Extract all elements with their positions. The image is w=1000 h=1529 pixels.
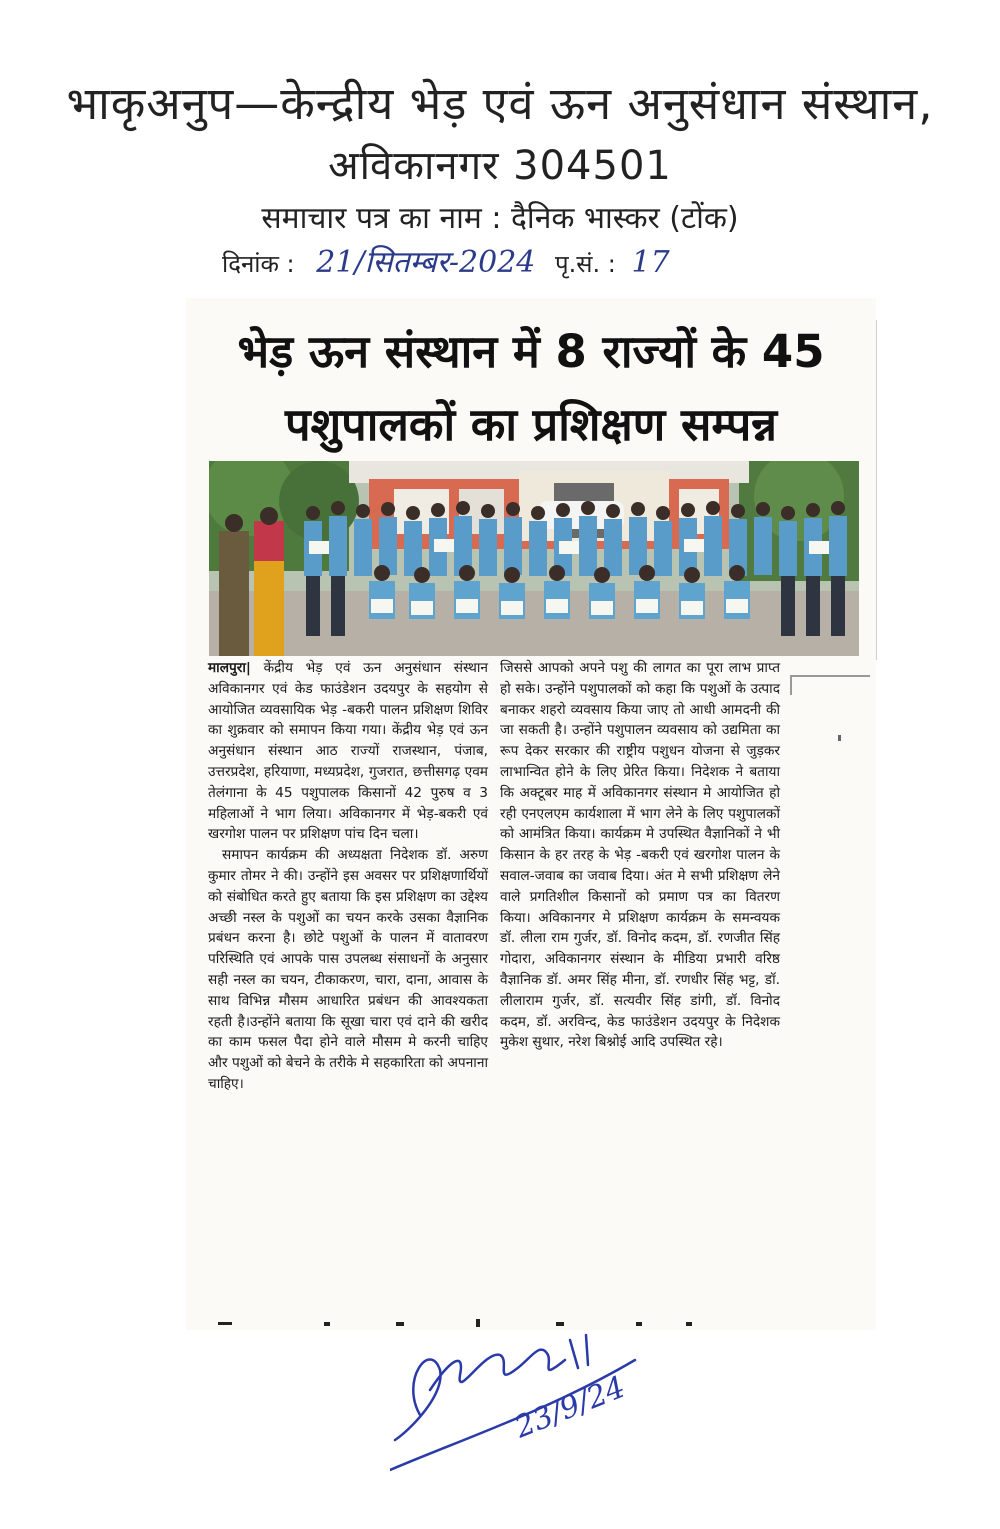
date-page-line — [222, 240, 670, 281]
page-label: पृ.सं. : — [555, 250, 616, 278]
article-paragraph: जिससे आपको अपने पशु की लागत का पूरा लाभ प्राप्त हो सके। उन्होंने पशुपालकों को कहा कि पशुओं के उत्पाद बनाकर शहरो व्यवसाय किया जाए तो आधी आमदनी की जा सकती है। उन्होंने पशुपालन व्यवसाय को उद्यमिता का रूप देकर सरकार की राष्ट्रीय पशुधन योजना से जुड़कर लाभान्वित होने के लिए प्रेरित किया। निदेशक ने बताया कि अक्टूबर माह में अविकानगर संस्थान मे आयोजित हो रही एनएलएम कार्यशाला में भाग लेने के लिए पशुपालकों को आमंत्रित किया। कार्यक्रम मे उपस्थित वैज्ञानिकों ने भी किसान के हर तरह के भेड़ -बकरी एवं खरगोश पालन के सवाल-जवाब का जवाब दिया। अंत मे सभी प्रशिक्षण लेने वाले प्रगतिशील किसानों को प्रमाण पत्र का वितरण किया। अविकानगर मे प्रशिक्षण कार्यक्रम के समन्वयक डॉ. लीला राम गुर्जर, डॉ. विनोद कदम, डॉ. रणजीत सिंह गोदारा, अविकानगर संस्थान के मीडिया प्रभारी वरिष्ठ वैज्ञानिक डॉ. अमर सिंह मीना, डॉ. रणधीर सिंह भट्ट, डॉ. लीलाराम गुर्जर, डॉ. सत्यवीर सिंह डांगी, डॉ. विनोद कदम, डॉ. अरविन्द, केड फाउंडेशन उदयपुर के निदेशक मुकेश सुथार, नरेश बिश्नोई आदि उपस्थित रहे। — [500, 660, 780, 1051]
institute-name-line2: अविकानगर 304501 — [328, 143, 672, 189]
article-dateline: मालपुरा| — [208, 660, 251, 676]
institute-name-line1: भाकृअनुप—केन्द्रीय भेड़ एवं ऊन अनुसंधान संस्थान, — [66, 77, 934, 130]
headline-line2: पशुपालकों का प्रशिक्षण सम्पन्न — [285, 398, 777, 451]
group-photo — [209, 461, 859, 656]
handwritten-signature — [390, 1320, 650, 1480]
newspaper-clipping — [186, 298, 876, 1330]
article-column-1 — [208, 658, 488, 1095]
article-column-2 — [500, 658, 780, 1053]
clipping-edge-bracket — [790, 675, 870, 677]
headline-line1: भेड़ ऊन संस्थान में 8 राज्यों के 45 — [237, 325, 825, 378]
date-label: दिनांक : — [222, 250, 295, 278]
scan-mark — [838, 735, 841, 741]
clipping-edge-bracket — [790, 675, 792, 695]
article-paragraph: समापन कार्यक्रम की अध्यक्षता निदेशक डॉ. अरुण कुमार तोमर ने की। उन्होंने इस अवसर पर प्रशिक्षणार्थियों को संबोधित करते हुए बताया कि इस प्रशिक्षण का उद्देश्य अच्छी नस्ल के पशुओं का चयन करके उसका वैज्ञानिक प्रबंधन करना है। छोटे पशुओं के पालन में वातावरण परिस्थिति एवं आपके पास उपलब्ध संसाधनों के अनुसार सही नस्ल का चयन, टीकाकरण, चारा, दाना, आवास के साथ विभिन्न मौसम आधारित प्रबंधन की आवश्यकता रहती है।उन्होंने बताया कि सूखा चारा एवं दाने की खरीद का काम फसल पैदा होने वाले मौसम मे करनी चाहिए और पशुओं को बेचने के तरीके मे सहकारिता को अपनाना चाहिए। — [208, 847, 488, 1092]
page-value: 17 — [631, 245, 670, 280]
article-paragraph: केंद्रीय भेड़ एवं ऊन अनुसंधान संस्थान अविकानगर एवं केड फाउंडेशन उदयपुर के सहयोग से आयोजित व्यवसायिक भेड़ -बकरी पालन प्रशिक्षण शिविर का शुक्रवार को समापन किया गया। केंद्रीय भेड़ एवं ऊन अनुसंधान संस्थान आठ राज्यों राजस्थान, पंजाब, उत्तरप्रदेश, हरियाणा, मध्यप्रदेश, गुजरात, छत्तीसगढ़ एवम तेलंगाना के 45 पशुपालक किसानों 42 पुरुष व 3 महिलाओं ने भाग लिया। अविकानगर में भेड़-बकरी एवं खरगोश पालन पर प्रशिक्षण पांच दिन चला। — [208, 660, 488, 843]
newspaper-name: समाचार पत्र का नाम : दैनिक भास्कर (टोंक) — [261, 201, 739, 236]
signature-date: 23/9/24 — [509, 1369, 631, 1446]
date-value: 21/सितम्बर-2024 — [316, 245, 536, 280]
